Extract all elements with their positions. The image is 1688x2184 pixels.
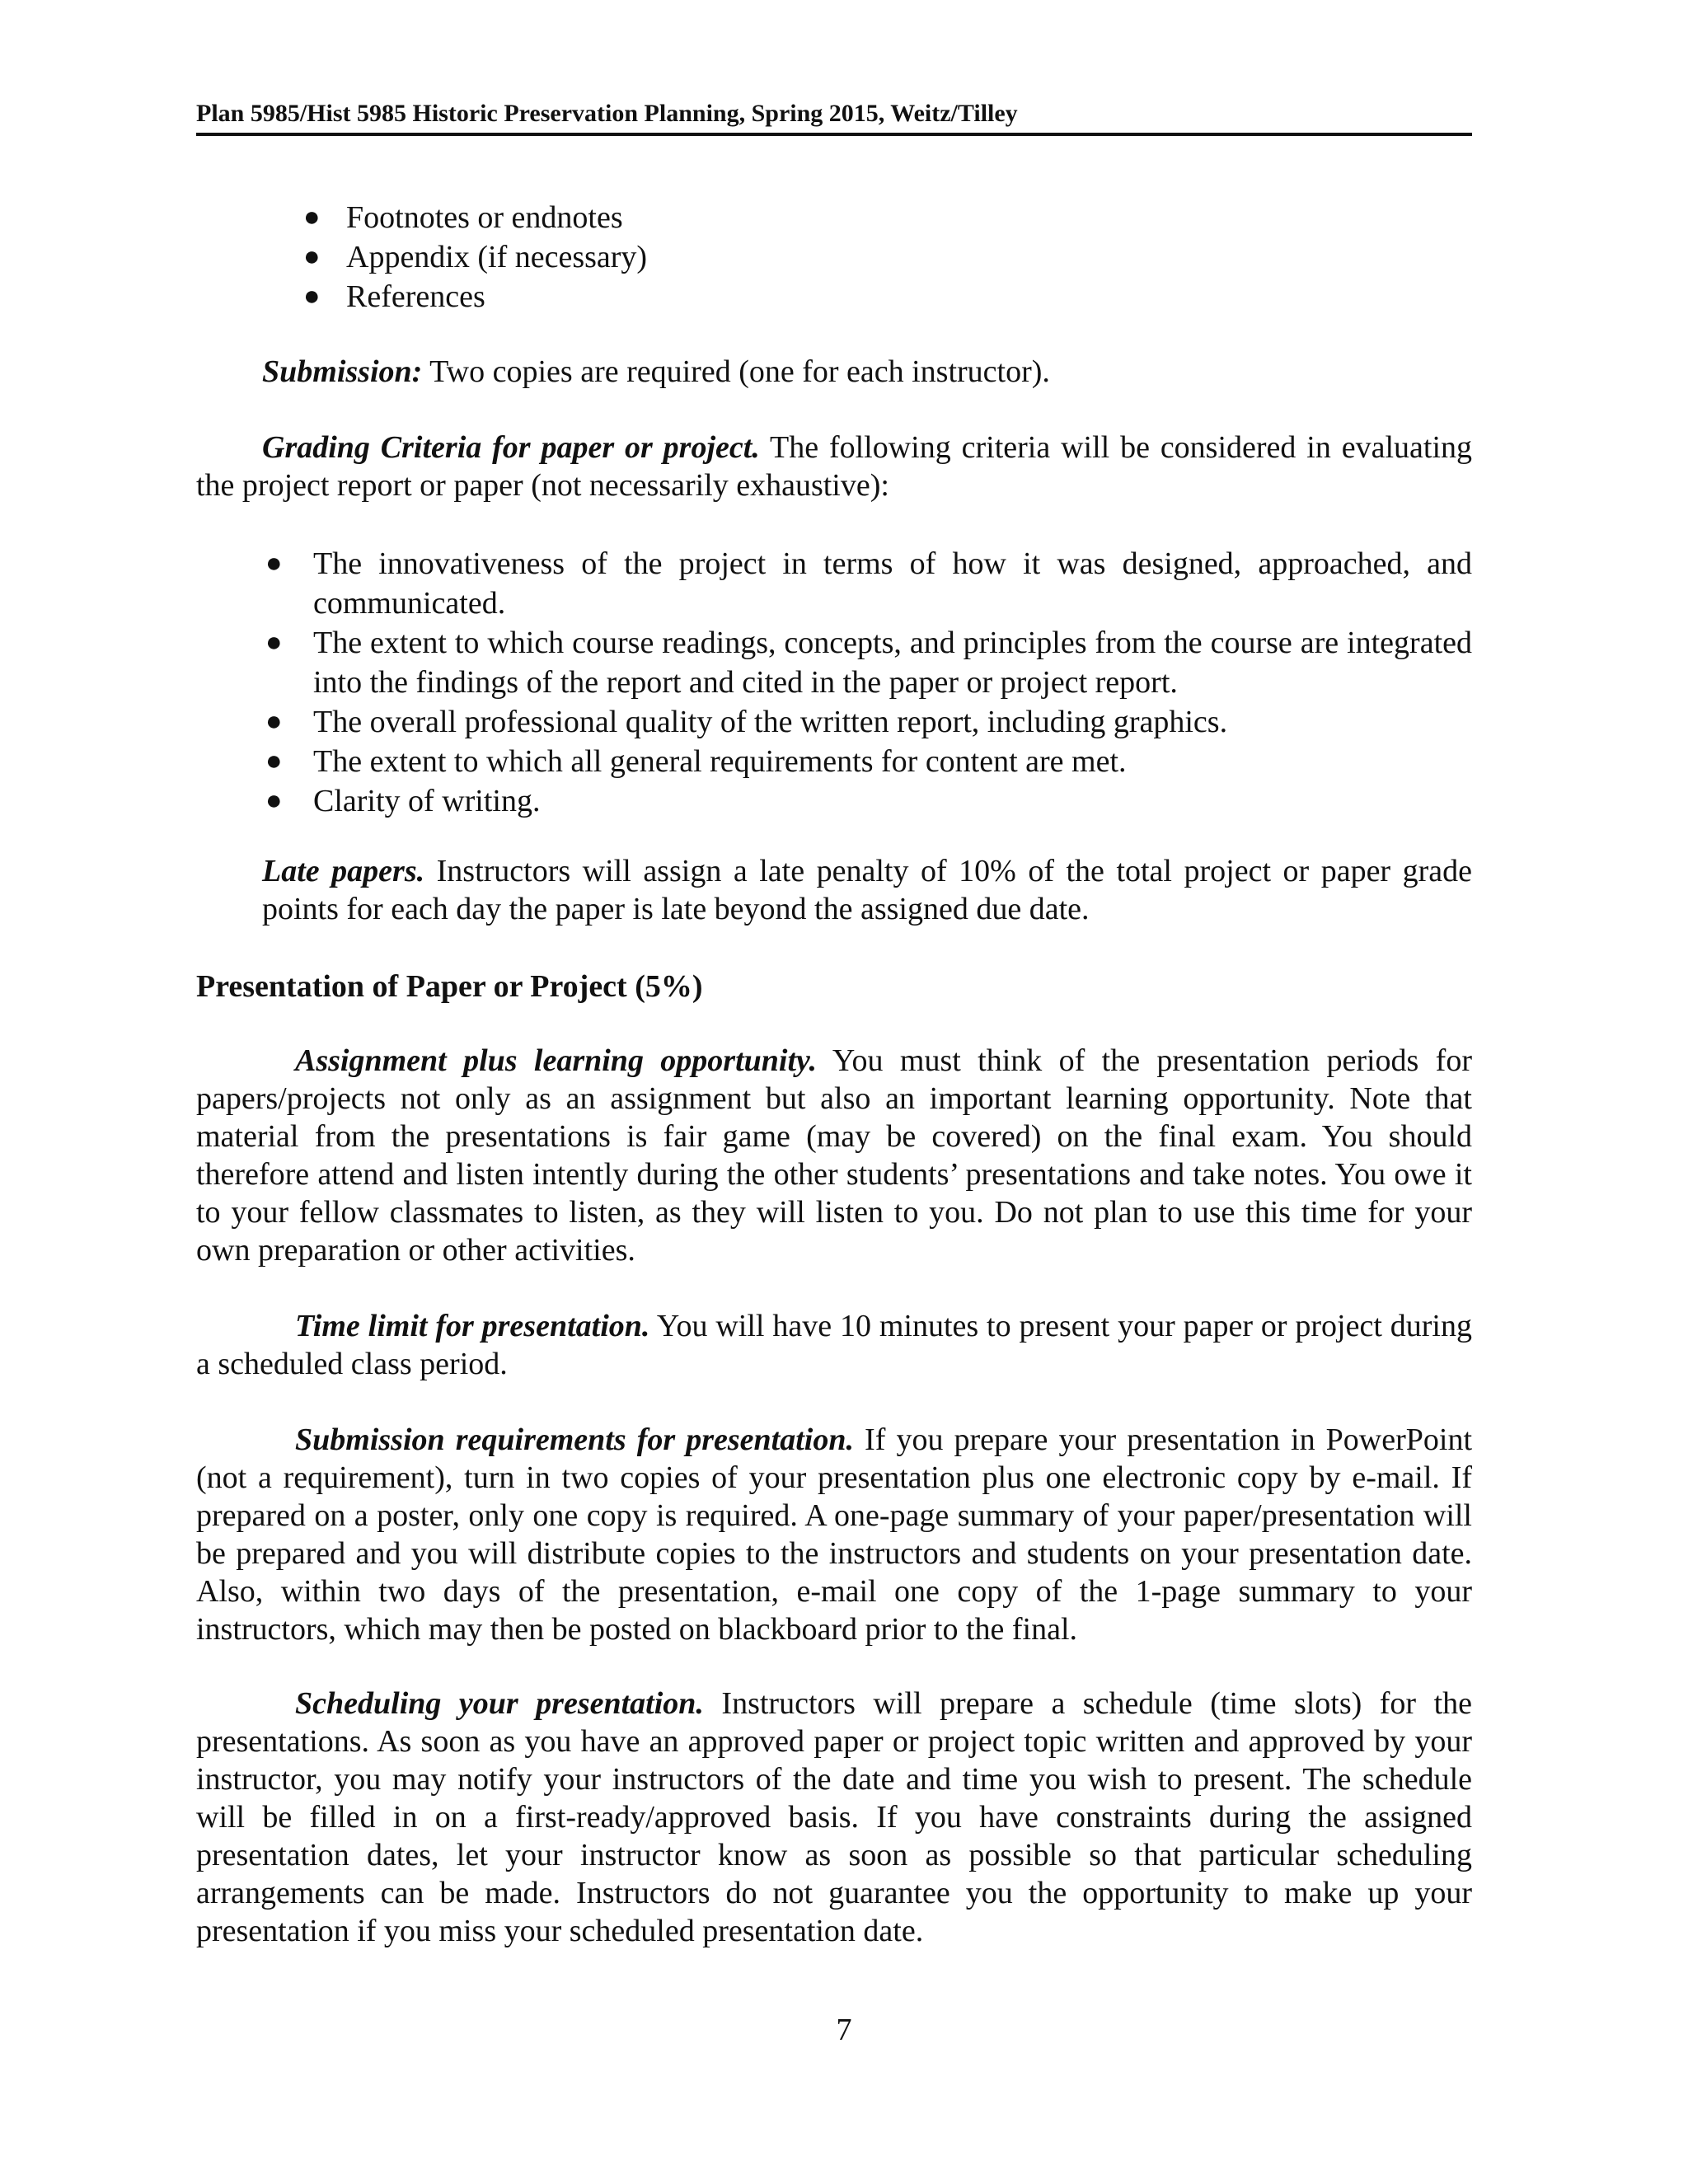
bullet-icon: ●	[303, 241, 321, 272]
section-heading: Presentation of Paper or Project (5%)	[196, 969, 703, 1004]
assignment-paragraph: Assignment plus learning opportunity. You must think of the presentation periods for papers/projects not only as an assignment but also an important learning opportunity. Note that material from the presentations is fair game (may be covered) on the final exam. You should therefore attend and listen intently during the other students’ presentations and take notes. You owe it to your fellow classmates to listen, as they will listen to you. Do not plan to use this time for your own preparation or other activities.	[196, 1043, 1472, 1268]
list-item: ● The extent to which all general requirements for content are met.	[313, 742, 1472, 781]
grading-criteria-paragraph: Grading Criteria for paper or project. The following criteria will be considered in evaluating the project report or paper (not necessarily exhaustive):	[196, 430, 1473, 503]
bullet-icon: ●	[265, 548, 283, 579]
bullet-icon: ●	[303, 281, 321, 312]
bullet-icon: ●	[265, 706, 283, 737]
page-number: 7	[836, 2013, 852, 2047]
paper-contents-list	[303, 198, 648, 316]
list-item: ● References	[346, 277, 647, 316]
time-limit-paragraph: Time limit for presentation. You will have 10 minutes to present your paper or project during a scheduled class period.	[196, 1309, 1472, 1381]
list-item: ● Clarity of writing.	[313, 781, 1472, 821]
bullet-icon: ●	[265, 746, 283, 776]
grading-criteria-list	[265, 544, 1472, 821]
submission-paragraph: Submission: Two copies are required (one for each instructor).	[262, 354, 1050, 389]
late-papers-paragraph: Late papers. Instructors will assign a late penalty of 10% of the total project or paper grade points for each day the paper is late beyond the assigned due date.	[262, 854, 1472, 926]
submission-requirements-paragraph: Submission requirements for presentation. If you prepare your presentation in PowerPoint (not a requirement), turn in two copies of your presentation plus one electronic copy by e-mail. If prepared on a poster, only one copy is required. A one-page summary of your paper/presentation will be prepared and you will distribute copies to the instructors and students on your presentation date. Also, within two days of the presentation, e-mail one copy of the 1-page summary to your instructors, which may then be posted on blackboard prior to the final.	[196, 1422, 1472, 1647]
list-item: ● The extent to which course readings, concepts, and principles from the course are integrated into the findings of the report and cited in the paper or project report.	[313, 623, 1472, 702]
list-item: ● The overall professional quality of the written report, including graphics.	[313, 702, 1472, 742]
bullet-icon: ●	[265, 627, 283, 658]
running-header: Plan 5985/Hist 5985 Historic Preservation Planning, Spring 2015, Weitz/Tilley	[196, 97, 1472, 136]
list-item: ● Footnotes or endnotes	[346, 198, 647, 237]
bullet-icon: ●	[303, 202, 321, 232]
scheduling-paragraph: Scheduling your presentation. Instructors will prepare a schedule (time slots) for the presentations. As soon as you have an approved paper or project topic written and approved by your instructor, you may notify your instructors of the date and time you wish to present. The schedule will be filled in on a first-ready/approved basis. If you have constraints during the assigned presentation dates, let your instructor know as soon as possible so that particular scheduling arrangements can be made. Instructors do not guarantee you the opportunity to make up your presentation if you miss your scheduled presentation date.	[196, 1686, 1473, 1948]
list-item: ● Appendix (if necessary)	[346, 237, 647, 277]
bullet-icon: ●	[265, 785, 283, 816]
list-item: ● The innovativeness of the project in terms of how it was designed, approached, and communicated.	[313, 544, 1472, 623]
